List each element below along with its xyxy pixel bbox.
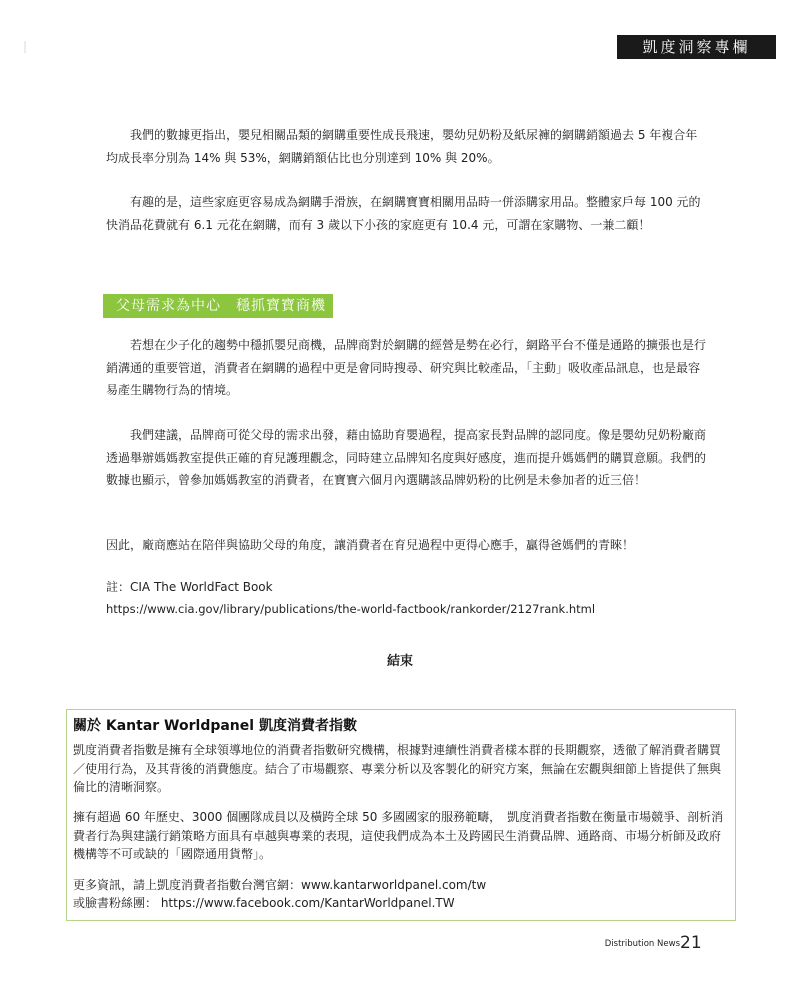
publication-name: Distribution News bbox=[604, 939, 680, 949]
page-edge-mark bbox=[24, 41, 26, 53]
section-heading: 父母需求為中心 穩抓寶寶商機 bbox=[103, 294, 333, 318]
paragraph-5: 因此，廠商應站在陪伴與協助父母的角度，讓消費者在育兒過程中更得心應手，贏得爸媽們的青睞！ bbox=[106, 538, 635, 552]
page-number: 21 bbox=[680, 933, 702, 953]
about-more-info[interactable]: 更多資訊，請上凱度消費者指數台灣官網：www.kantarworldpanel.com/tw bbox=[73, 878, 487, 892]
paragraph-2: 有趣的是，這些家庭更容易成為網購手滑族，在網購寶寶相關用品時一併添購家用品。整體家戶每 100 元的快消品花費就有 6.1 元花在網購，而有 3 歲以下小孩的家庭更有 10.4 元，可謂在家購物、一兼二顧！ bbox=[106, 195, 701, 232]
about-paragraph-2: 擁有超過 60 年歷史、3000 個團隊成員以及橫跨全球 50 多國國家的服務範疇， 凱度消費者指數在衡量市場競爭、剖析消費者行為與建議行銷策略方面具有卓越與專業的表現，這使我們成為本土及跨國民生消費品牌、通路商、市場分析師及政府機構等不可或缺的「國際通用貨幣」。 bbox=[73, 810, 724, 861]
about-title: 關於 Kantar Worldpanel 凱度消費者指數 bbox=[73, 718, 357, 734]
paragraph-1: 我們的數據更指出，嬰兒相關品類的網購重要性成長飛速，嬰幼兒奶粉及紙尿褲的網購銷額過去 5 年複合年均成長率分別為 14% 與 53%，網購銷額佔比也分別達到 10% 與 20%。 bbox=[106, 128, 698, 165]
column-tag: 凱度洞察專欄 bbox=[617, 35, 776, 59]
about-facebook[interactable]: 或臉書粉絲團： https://www.facebook.com/KantarWorldpanel.TW bbox=[73, 896, 455, 910]
footnote-url[interactable]: https://www.cia.gov/library/publications/the-world-factbook/rankorder/2127rank.html bbox=[106, 602, 596, 616]
about-paragraph-1: 凱度消費者指數是擁有全球領導地位的消費者指數研究機構，根據對連續性消費者樣本群的長期觀察，透徹了解消費者購買／使用行為，及其背後的消費態度。結合了市場觀察、專業分析以及客製化的研究方案，無論在宏觀與細節上皆提供了無與倫比的清晰洞察。 bbox=[73, 743, 722, 794]
paragraph-3: 若想在少子化的趨勢中穩抓嬰兒商機，品牌商對於網購的經營是勢在必行，網路平台不僅是通路的擴張也是行銷溝通的重要管道，消費者在網購的過程中更是會同時搜尋、研究與比較產品，「主動」吸收產品訊息，也是最容易產生購物行為的情境。 bbox=[106, 338, 707, 397]
paragraph-4: 我們建議，品牌商可從父母的需求出發，藉由協助育嬰過程，提高家長對品牌的認同度。像是嬰幼兒奶粉廠商透過舉辦媽媽教室提供正確的育兒護理觀念，同時建立品牌知名度與好感度，進而提升媽媽們的購買意願。我們的數據也顯示，曾參加媽媽教室的消費者，在寶寶六個月內選購該品牌奶粉的比例是未參加者的近三倍！ bbox=[106, 428, 707, 487]
end-mark: 結束 bbox=[386, 654, 413, 669]
about-box bbox=[66, 709, 736, 921]
footnote-label: 註：CIA The WorldFact Book bbox=[106, 580, 273, 594]
